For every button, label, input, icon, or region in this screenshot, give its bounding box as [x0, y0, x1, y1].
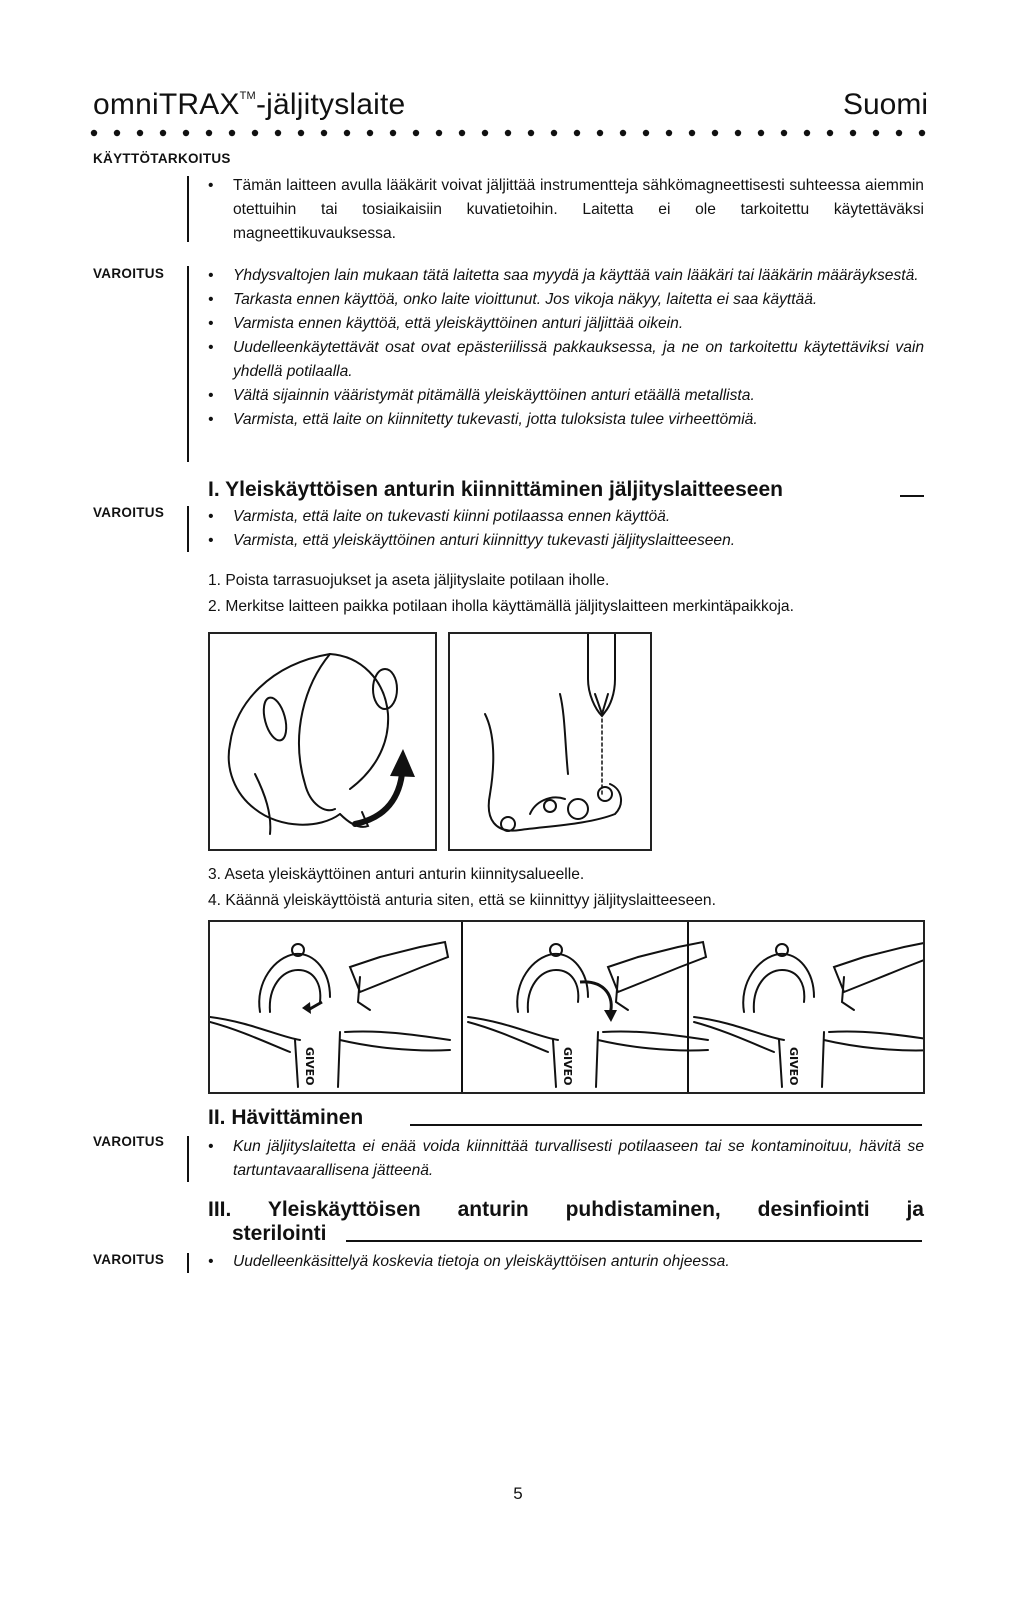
warning-list: [208, 505, 924, 553]
step-item: 2. Merkitse laitteen paikka potilaan iholla käyttämällä jäljityslaitteen merkintäpaikkoja.: [208, 598, 794, 615]
page-number: 5: [513, 1484, 523, 1503]
dotted-rule: [90, 126, 930, 140]
warning-label: VAROITUS: [93, 266, 165, 281]
rule-dot: [896, 130, 902, 136]
rule-dot: [666, 130, 672, 136]
rule-dot: [344, 130, 350, 136]
section-heading-2: II. Hävittäminen: [208, 1106, 364, 1129]
rule-dot: [804, 130, 810, 136]
language-label: Suomi: [842, 88, 928, 121]
rule-dot: [436, 130, 442, 136]
warning-item: • Kun jäljityslaitetta ei enää voida kiinnittää turvallisesti potilaaseen tai se kontaminoituu, hävitä se tartuntavaarallisena jätteenä.: [208, 1135, 924, 1183]
rule-dot: [712, 130, 718, 136]
rule-dot: [459, 130, 465, 136]
warning-bar: [187, 1253, 189, 1273]
rule-dot: [850, 130, 856, 136]
warning-item: • Uudelleenkäsittelyä koskevia tietoja on yleiskäyttöisen anturin ohjeessa.: [208, 1250, 924, 1274]
warning-list: [208, 1135, 924, 1183]
rule-dot: [321, 130, 327, 136]
rule-dot: [367, 130, 373, 136]
rule-dot: [689, 130, 695, 136]
title-main: omniTRAX: [93, 88, 240, 121]
warning-label: VAROITUS: [93, 1134, 165, 1149]
rule-dot: [827, 130, 833, 136]
rule-dot: [551, 130, 557, 136]
rule-dot: [597, 130, 603, 136]
rule-dot: [781, 130, 787, 136]
warning-item: • Varmista, että laite on kiinnitetty tukevasti, jotta tuloksista tulee virheettömiä.: [208, 408, 924, 432]
rule-dot: [758, 130, 764, 136]
title-suffix: -jäljityslaite: [255, 88, 406, 121]
heading-rule: [410, 1124, 922, 1126]
step-item: 1. Poista tarrasuojukset ja aseta jäljityslaite potilaan iholle.: [208, 572, 610, 589]
warning-item: • Varmista, että yleiskäyttöinen anturi kiinnittyy tukevasti jäljityslaitteeseen.: [208, 529, 924, 553]
section-heading-3-cont: sterilointi: [232, 1222, 327, 1245]
purpose-list: [208, 174, 924, 246]
step-item: 4. Käännä yleiskäyttöistä anturia siten, että se kiinnittyy jäljityslaitteeseen.: [208, 892, 716, 909]
rule-dot: [390, 130, 396, 136]
warning-bar: [187, 506, 189, 552]
rule-dot: [183, 130, 189, 136]
device-logo: GIVEO: [561, 1047, 574, 1086]
rule-dot: [528, 130, 534, 136]
warning-label: VAROITUS: [93, 505, 165, 520]
warning-item: • Varmista, että laite on tukevasti kiinni potilaassa ennen käyttöä.: [208, 505, 924, 529]
warning-list: [208, 264, 924, 432]
steps-list: [208, 862, 938, 914]
rule-dot: [919, 130, 925, 136]
heading-rule: [346, 1240, 922, 1242]
step-item: 3. Aseta yleiskäyttöinen anturi anturin kiinnitysalueelle.: [208, 866, 585, 883]
purpose-label: KÄYTTÖTARKOITUS: [93, 151, 231, 166]
warning-label: VAROITUS: [93, 1252, 165, 1267]
rule-dot: [620, 130, 626, 136]
rule-dot: [114, 130, 120, 136]
rule-dot: [275, 130, 281, 136]
purpose-item: • Tämän laitteen avulla lääkärit voivat jäljittää instrumentteja sähkömagneettisesti suhteessa aiemmin otettuihin tai tosiaikaisiin kuvatietoihin. Laitetta ei ole tarkoitettu käytettäväksi magneettikuvauksessa.: [208, 174, 924, 246]
rule-dot: [413, 130, 419, 136]
heading-rule: [900, 495, 924, 497]
rule-dot: [505, 130, 511, 136]
device-logo: GIVEO: [303, 1047, 316, 1086]
warning-item: • Uudelleenkäytettävät osat ovat epästeriilissä pakkauksessa, ja ne on tarkoitettu käytettäviksi vain yhdellä potilaalla.: [208, 336, 924, 384]
warning-item: • Vältä sijainnin vääristymät pitämällä yleiskäyttöinen anturi etäällä metallista.: [208, 384, 924, 408]
rule-dot: [229, 130, 235, 136]
rule-dot: [160, 130, 166, 136]
warning-list: [208, 1250, 924, 1274]
purpose-bar: [187, 176, 189, 242]
device-logo: GIVEO: [787, 1047, 800, 1086]
rule-dot: [137, 130, 143, 136]
rule-dot: [643, 130, 649, 136]
warning-bar: [187, 1136, 189, 1182]
page-title: [93, 88, 405, 122]
figure-attach-sensor: [208, 920, 925, 1094]
warning-item: • Tarkasta ennen käyttöä, onko laite vioittunut. Jos vikoja näkyy, laitetta ei saa käyttää.: [208, 288, 924, 312]
section-heading-1: I. Yleiskäyttöisen anturin kiinnittäminen jäljityslaitteeseen: [208, 478, 783, 501]
section-heading-3: III. Yleiskäyttöisen anturin puhdistaminen, desinfiointi ja: [208, 1198, 924, 1221]
trademark-sup: TM: [239, 90, 256, 102]
rule-dot: [206, 130, 212, 136]
steps-list: [208, 568, 938, 620]
figure-mark-position: [448, 632, 652, 851]
rule-dot: [873, 130, 879, 136]
rule-dot: [91, 130, 97, 136]
rule-dot: [482, 130, 488, 136]
rule-dot: [574, 130, 580, 136]
warning-item: • Yhdysvaltojen lain mukaan tätä laitetta saa myydä ja käyttää vain lääkäri tai lääkärin määräyksestä.: [208, 264, 924, 288]
rule-dot: [298, 130, 304, 136]
rule-dot: [735, 130, 741, 136]
figure-remove-liners: [208, 632, 437, 851]
rule-dot: [252, 130, 258, 136]
warning-bar: [187, 266, 189, 462]
warning-item: • Varmista ennen käyttöä, että yleiskäyttöinen anturi jäljittää oikein.: [208, 312, 924, 336]
